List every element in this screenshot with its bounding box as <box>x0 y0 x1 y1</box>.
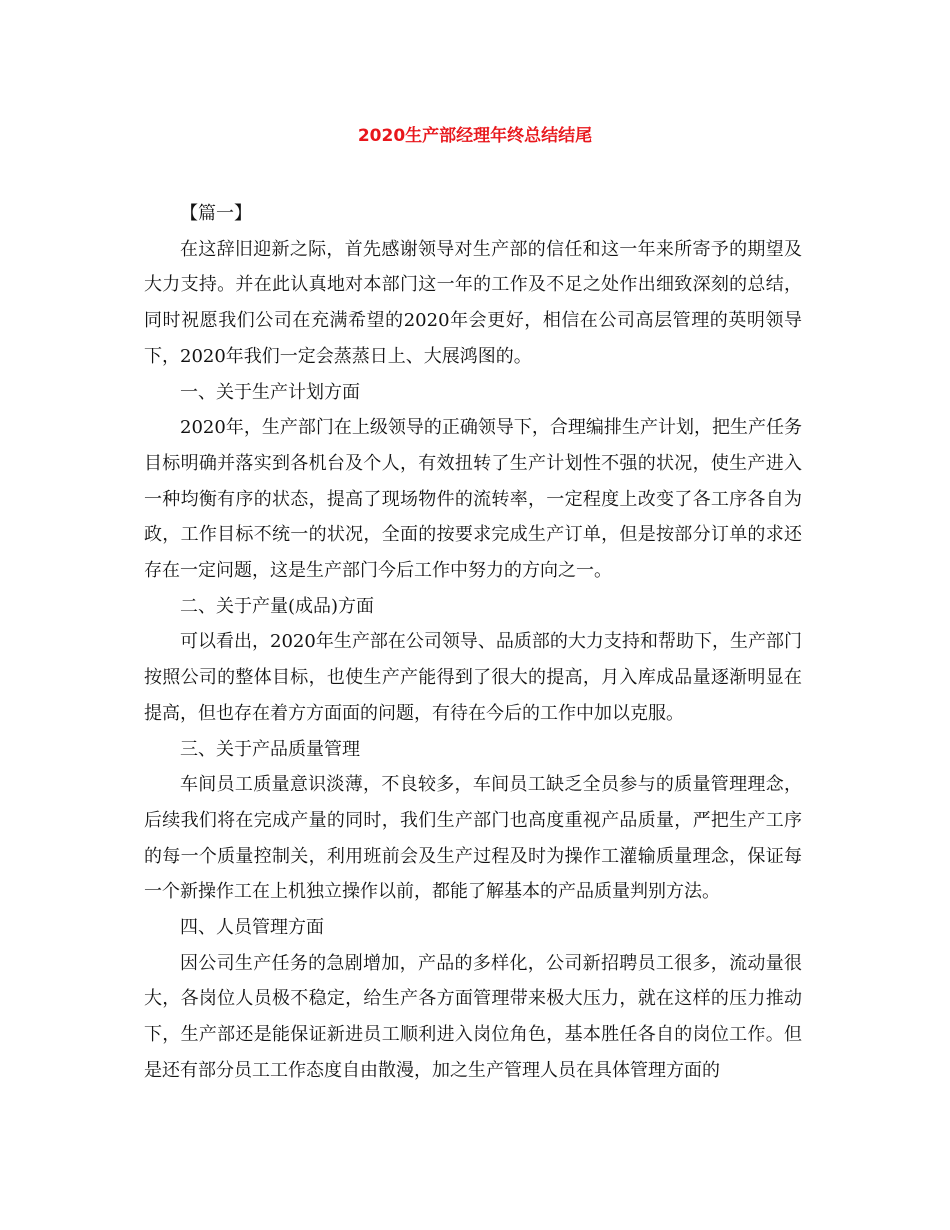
section-heading-production-plan: 一、关于生产计划方面 <box>180 381 360 403</box>
section-heading-output: 二、关于产量(成品)方面 <box>180 595 375 617</box>
section-heading-part-one: 【篇一】 <box>180 203 252 224</box>
paragraph-quality: 车间员工质量意识淡薄，不良较多，车间员工缺乏全员参与的质量管理理念，后续我们将在完成产量的同时，我们生产部门也高度重视产品质量，严把生产工序的每一个质量控制关，利用班前会及生产过程及时为操作工灌输质量理念，保证每一个新操作工在上机独立操作以前，都能了解基本的产品质量判别方法。 <box>144 774 802 903</box>
section-heading-quality: 三、关于产品质量管理 <box>180 738 360 760</box>
paragraph-personnel: 因公司生产任务的急剧增加，产品的多样化，公司新招聘员工很多，流动量很大，各岗位人员极不稳定，给生产各方面管理带来极大压力，就在这样的压力推动下，生产部还是能保证新进员工顺利进入岗位角色，基本胜任各自的岗位工作。但是还有部分员工工作态度自由散漫，加之生产管理人员在具体管理方面的 <box>144 952 802 1081</box>
paragraph-intro: 在这辞旧迎新之际，首先感谢领导对生产部的信任和这一年来所寄予的期望及大力支持。并在此认真地对本部门这一年的工作及不足之处作出细致深刻的总结，同时祝愿我们公司在充满希望的2020年会更好，相信在公司高层管理的英明领导下，2020年我们一定会蒸蒸日上、大展鸿图的。 <box>144 238 802 367</box>
paragraph-output: 可以看出，2020年生产部在公司领导、品质部的大力支持和帮助下，生产部门按照公司的整体目标，也使生产产能得到了很大的提高，月入库成品量逐渐明显在提高，但也存在着方方面面的问题，有待在今后的工作中加以克服。 <box>144 631 802 724</box>
section-heading-personnel: 四、人员管理方面 <box>180 917 324 939</box>
document-title: 2020生产部经理年终总结结尾 <box>357 126 593 146</box>
paragraph-production-plan: 2020年，生产部门在上级领导的正确领导下，合理编排生产计划，把生产任务目标明确并落实到各机台及个人，有效扭转了生产计划性不强的状况，使生产进入一种均衡有序的状态，提高了现场物件的流转率，一定程度上改变了各工序各自为政，工作目标不统一的状况，全面的按要求完成生产订单，但是按部分订单的求还存在一定问题，这是生产部门今后工作中努力的方向之一。 <box>144 417 802 582</box>
document-body <box>144 196 802 1089</box>
